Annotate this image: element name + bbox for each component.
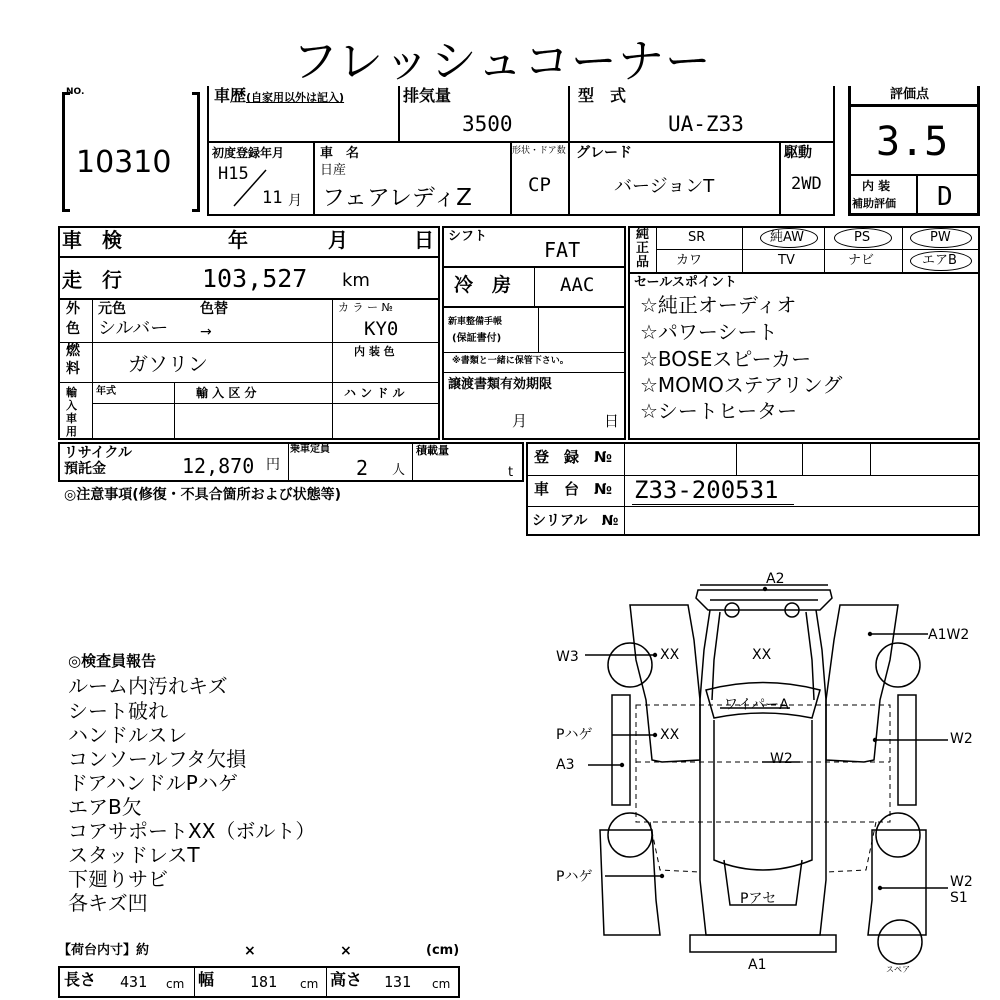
fuel-label-2: 料 <box>66 361 80 377</box>
displacement-label: 排気量 <box>403 86 452 105</box>
diagram-label-xx-w3: XX <box>660 647 680 663</box>
inspection-label: 車 検 <box>62 228 122 252</box>
notes-heading: ◎注意事項(修復・不具合箇所および状態等) <box>64 487 342 503</box>
import-category-label: 輸 入 区 分 <box>196 386 257 400</box>
orig-color-label: 元色 <box>98 301 126 317</box>
option-ps: PS <box>854 230 871 245</box>
options-label-2: 正 <box>636 241 650 256</box>
lot-no-label: NO. <box>66 87 85 97</box>
recycle-label-2: 預託金 <box>64 461 106 477</box>
sales-point-item: ☆純正オーディオ <box>640 293 797 317</box>
import-label: 輸入車用 <box>66 386 77 438</box>
cargo-width-label: 幅 <box>198 970 215 989</box>
exterior-label-2: 色 <box>66 321 80 337</box>
body-type-label: 形状・ドア数 <box>512 146 566 156</box>
maintenance-label-1: 新車整備手帳 <box>448 317 503 327</box>
fuel-value: ガソリン <box>128 352 208 376</box>
cargo-times-1: × <box>244 943 256 959</box>
exterior-label-1: 外 <box>66 301 80 317</box>
shift-label: シフト <box>448 229 488 244</box>
report-item: 各キズ凹 <box>68 891 148 915</box>
cargo-width-value: 181 <box>250 973 278 991</box>
ac-value: AAC <box>560 274 595 296</box>
cargo-width-unit: cm <box>300 977 319 991</box>
cargo-length-label: 長さ <box>64 970 97 989</box>
capacity-label: 乗車定員 <box>290 444 330 455</box>
car-name-value: フェアレディZ <box>322 185 472 211</box>
registration-label: 登 録 № <box>534 448 613 466</box>
cargo-height-unit: cm <box>432 977 451 991</box>
transfer-day: 日 <box>604 412 620 430</box>
first-reg-year: H15 <box>218 164 249 184</box>
diagram-label-a1: A1 <box>748 957 767 973</box>
lot-number: 10310 <box>76 145 172 180</box>
diagram-label-pase: Pアセ <box>740 891 777 907</box>
repaint-label: 色替 <box>200 301 228 317</box>
mileage-label: 走 行 <box>62 268 122 292</box>
mileage-unit: km <box>342 270 370 291</box>
options-label-1: 純 <box>636 227 650 242</box>
interior-score: D <box>937 182 953 212</box>
model-label: 型 式 <box>578 86 627 105</box>
first-reg-label: 初度登録年月 <box>212 146 285 160</box>
report-item: ハンドルスレ <box>68 723 188 747</box>
grade-value: バージョンT <box>614 176 715 197</box>
diagram-label-wiper: ワイパーA <box>724 697 789 713</box>
body-type-value: CP <box>528 174 551 196</box>
option-navi: ナビ <box>848 253 875 268</box>
maintenance-note: ※書類と一緒に保管下さい。 <box>452 356 569 366</box>
transfer-month: 月 <box>512 412 528 430</box>
chassis-value: Z33-200531 <box>634 476 779 504</box>
mileage-value: 103,527 <box>202 264 308 293</box>
diagram-label-xx-left: XX <box>660 727 680 743</box>
load-label: 積載量 <box>416 444 449 457</box>
sales-point-item: ☆MOMOステアリング <box>640 373 843 397</box>
grade-label: グレード <box>576 145 632 161</box>
diagram-label-s1: S1 <box>950 890 968 906</box>
interior-label-1: 内 装 <box>862 179 891 193</box>
report-item: シート破れ <box>68 699 168 723</box>
diagram-label-phage-lower: Pハゲ <box>556 869 593 885</box>
color-code-value: KY0 <box>364 318 399 340</box>
report-item: ルーム内汚れキズ <box>68 674 228 698</box>
option-sr: SR <box>688 230 706 245</box>
recycle-unit: 円 <box>266 457 280 473</box>
option-pw: PW <box>930 230 951 245</box>
diagram-label-w2-right: W2 <box>950 731 973 747</box>
first-reg-month: 11 <box>262 188 283 208</box>
interior-color-label: 内 装 色 <box>354 345 395 358</box>
maintenance-label-2: (保証書付) <box>452 333 502 344</box>
transfer-label: 譲渡書類有効期限 <box>448 377 553 392</box>
inspection-day: 日 <box>414 228 434 252</box>
report-item: ドアハンドルPハゲ <box>68 771 238 795</box>
inspection-year: 年 <box>228 228 248 252</box>
report-item: エアB欠 <box>68 795 142 819</box>
diagram-label-a2: A2 <box>766 571 785 587</box>
cargo-unit: (cm) <box>426 943 460 958</box>
model-value: UA-Z33 <box>668 112 744 136</box>
recycle-label-1: リサイクル <box>64 445 133 461</box>
cargo-length-value: 431 <box>120 973 148 991</box>
car-maker: 日産 <box>320 163 347 178</box>
serial-label: シリアル № <box>532 513 619 529</box>
capacity-value: 2 <box>356 456 369 480</box>
shift-value: FAT <box>544 238 581 262</box>
cargo-label: 【荷台内寸】約 <box>58 943 150 958</box>
diagram-label-a3: A3 <box>556 757 575 773</box>
report-item: 下廻りサビ <box>68 867 168 891</box>
option-leather: カワ <box>676 253 703 268</box>
displacement-value: 3500 <box>462 112 513 136</box>
color-code-label: カ ラ ー № <box>338 301 393 314</box>
interior-label-2: 補助評価 <box>852 197 896 210</box>
capacity-unit: 人 <box>392 463 406 478</box>
cargo-height-label: 高さ <box>330 970 363 989</box>
car-name-label: 車 名 <box>320 146 360 161</box>
import-year-label: 年式 <box>96 386 116 397</box>
page-title: フレッシュコーナー <box>292 34 712 88</box>
sales-point-item: ☆パワーシート <box>640 320 778 344</box>
history-label: 車歴(自家用以外は記入) <box>214 86 345 105</box>
chassis-label: 車 台 № <box>534 480 613 498</box>
option-tv: TV <box>778 253 795 268</box>
inspection-month: 月 <box>328 228 348 252</box>
option-alloy: 純AW <box>770 230 805 245</box>
fuel-label-1: 燃 <box>66 343 80 359</box>
orig-color-value: シルバー <box>98 318 169 339</box>
report-item: スタッドレスT <box>68 843 200 867</box>
color-arrow: → <box>200 324 212 340</box>
diagram-label-xx-top: XX <box>752 647 772 663</box>
diagram-label-w2-lower: W2 <box>950 874 973 890</box>
report-heading: ◎検査員報告 <box>68 652 157 670</box>
sales-point-item: ☆BOSEスピーカー <box>640 347 812 371</box>
car-damage-diagram <box>540 570 990 990</box>
drive-label: 駆動 <box>784 145 812 161</box>
ac-label: 冷 房 <box>454 274 512 296</box>
import-handle-label: ハ ン ド ル <box>344 386 405 400</box>
load-unit: t <box>508 465 514 480</box>
sales-point-item: ☆シートヒーター <box>640 399 798 423</box>
recycle-value: 12,870 <box>182 454 255 478</box>
report-item: コンソールフタ欠損 <box>68 747 247 771</box>
cargo-height-value: 131 <box>384 973 412 991</box>
score-label: 評価点 <box>890 87 930 102</box>
cargo-length-unit: cm <box>166 977 185 991</box>
option-airbag: エアB <box>922 253 957 268</box>
report-item: コアサポートXX（ボルト） <box>68 819 316 843</box>
diagram-label-a1w2: A1W2 <box>928 627 970 643</box>
options-label-3: 品 <box>636 255 650 270</box>
sales-points-label: セールスポイント <box>634 275 737 290</box>
diagram-label-phage-left: Pハゲ <box>556 727 593 743</box>
diagram-label-w3: W3 <box>556 649 579 665</box>
drive-value: 2WD <box>791 174 822 194</box>
diagram-label-spare: スペア <box>886 965 910 974</box>
first-reg-month-unit: 月 <box>288 193 302 209</box>
cargo-times-2: × <box>340 943 352 959</box>
score-value: 3.5 <box>876 119 949 165</box>
diagram-label-w2-center: W2 <box>770 751 793 767</box>
